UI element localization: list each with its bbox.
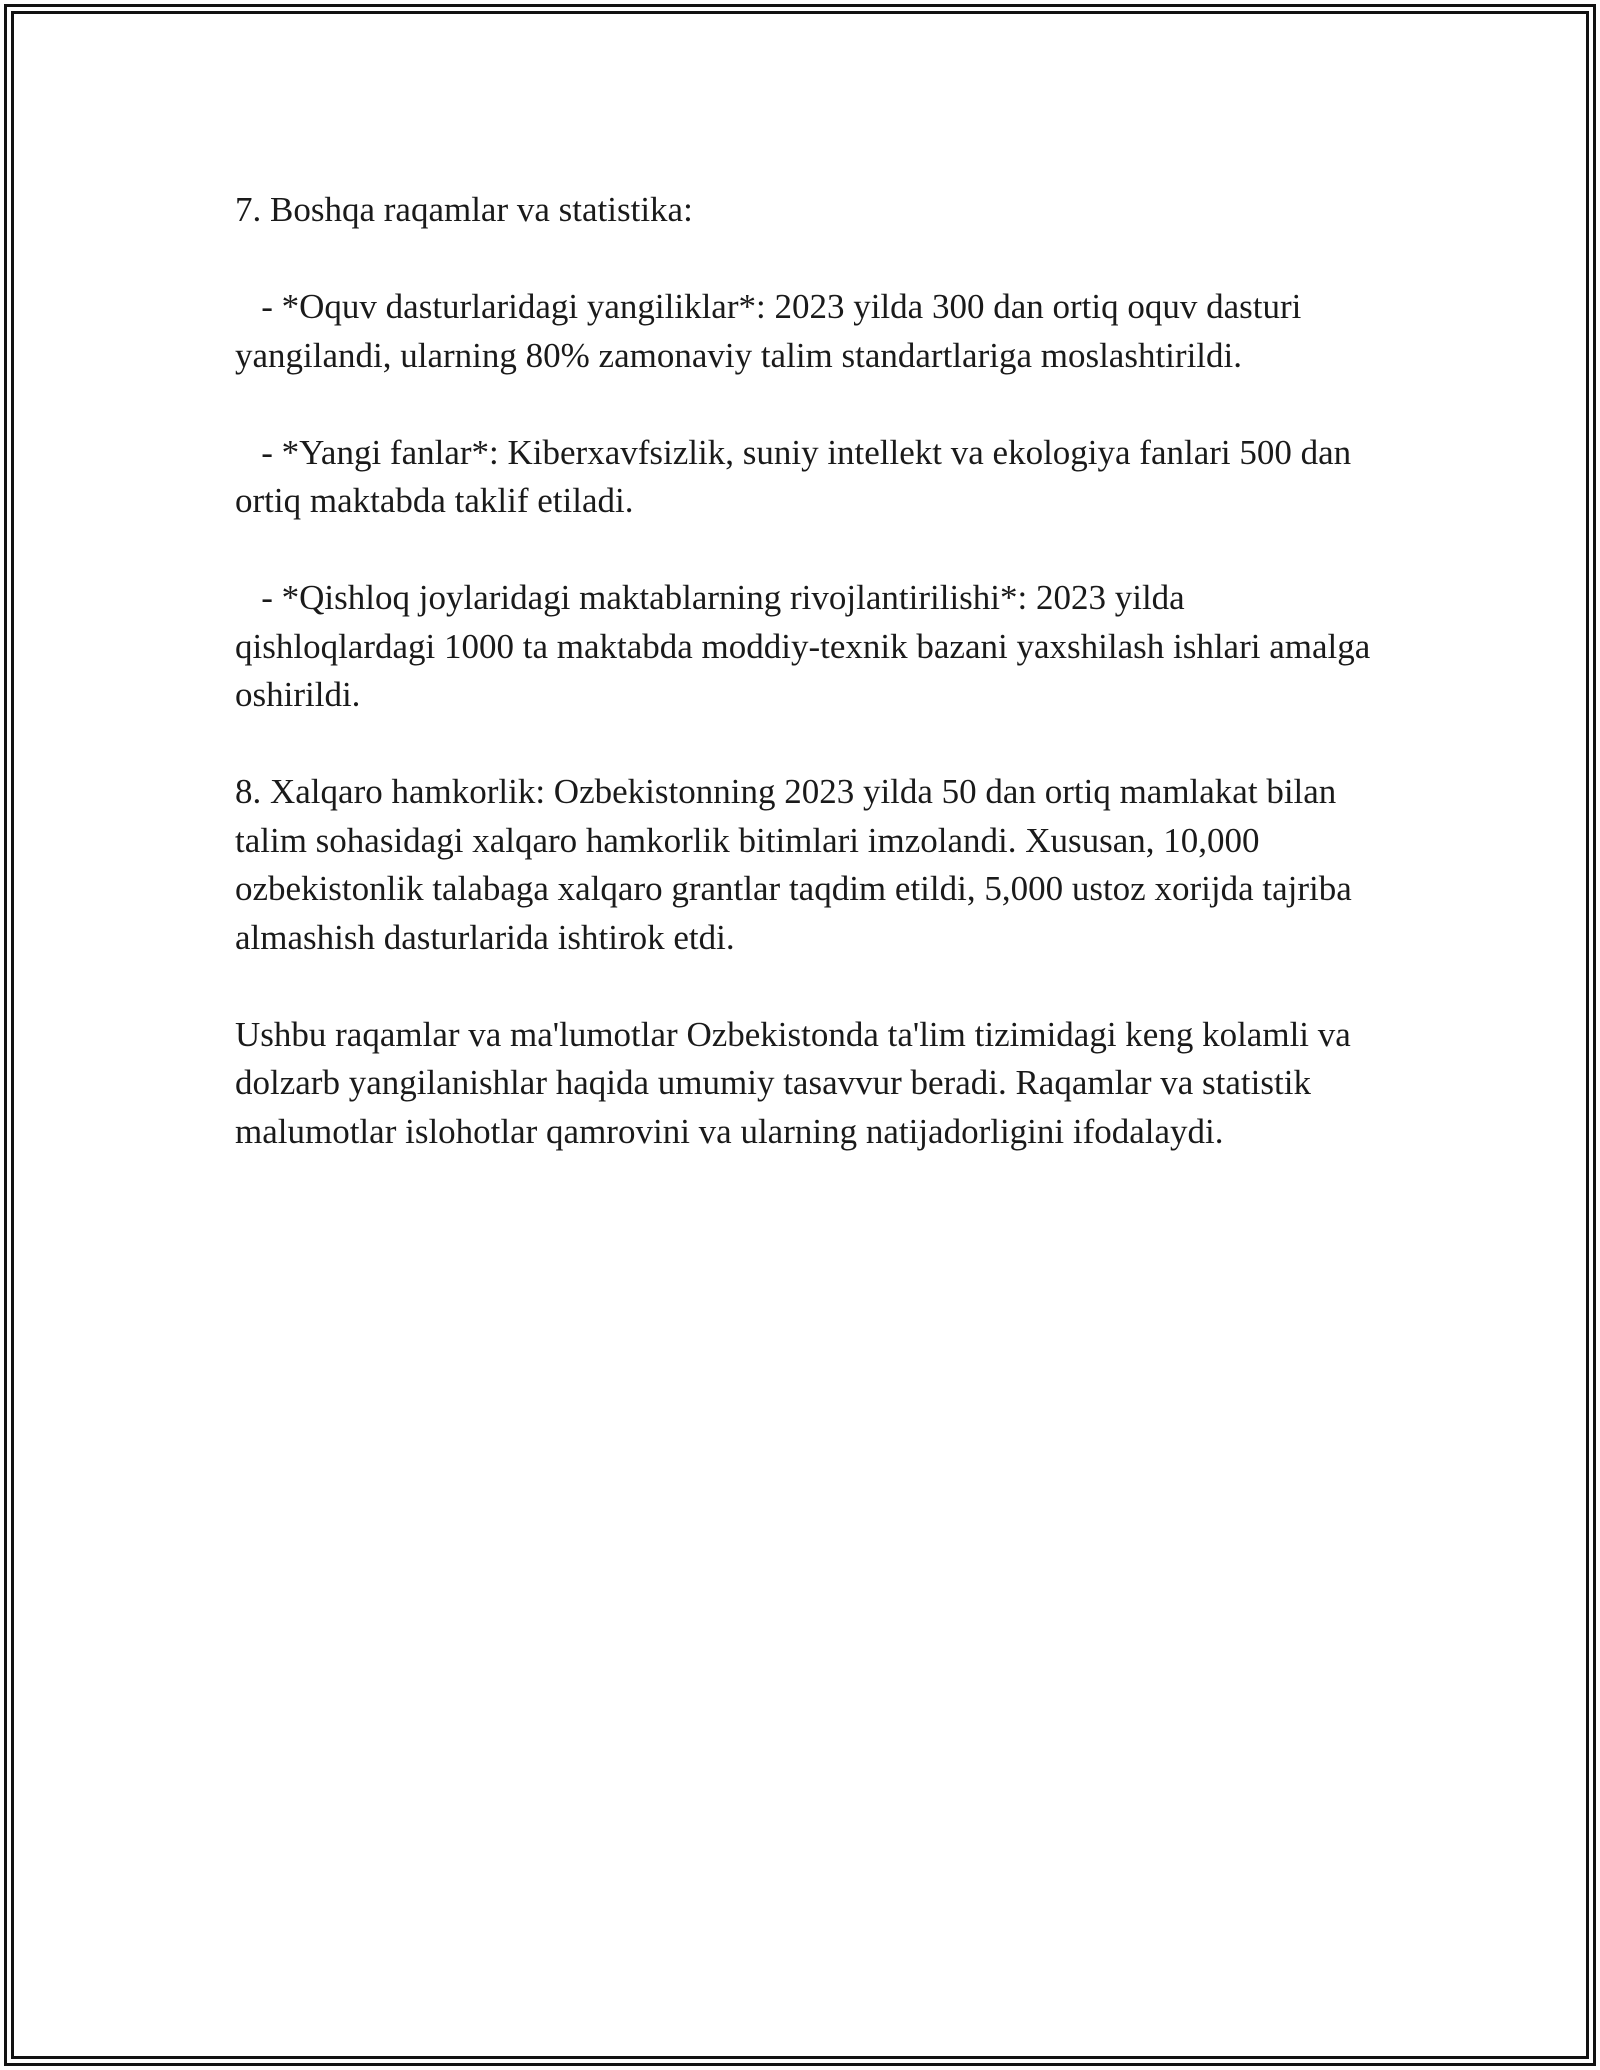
closing-paragraph: Ushbu raqamlar va ma'lumotlar Ozbekistonda ta'lim tizimidagi keng kolamli va dolzarb yangilanishlar haqida umumiy tasavvur beradi. Raqamlar va statistik malumotlar islohotlar qamrovini va ularning natijadorligini ifodalaydi. bbox=[235, 1014, 1360, 1151]
bullet-curriculum-updates: - *Oquv dasturlaridagi yangiliklar*: 2023 yilda 300 dan ortiq oquv dasturi yangilandi, ularning 80% zamonaviy talim standartlariga moslashtirildi. bbox=[235, 287, 1311, 375]
document-body bbox=[235, 186, 1385, 1205]
bullet-new-subjects: - *Yangi fanlar*: Kiberxavfsizlik, suniy intellekt va ekologiya fanlari 500 dan ortiq maktabda taklif etiladi. bbox=[235, 432, 1360, 520]
bullet-rural-schools: - *Qishloq joylaridagi maktablarning rivojlantirilishi*: 2023 yilda qishloqlardagi 1000 ta maktabda moddiy-texnik bazani yaxshilash ishlari amalga oshirildi. bbox=[235, 578, 1380, 714]
section-international-cooperation: 8. Xalqaro hamkorlik: Ozbekistonning 2023 yilda 50 dan ortiq mamlakat bilan talim sohasidagi xalqaro hamkorlik bitimlari imzolandi. Xususan, 10,000 ozbekistonlik talabaga xalqaro grantlar taqdim etildi, 5,000 ustoz xorijda tajriba almashish dasturlarida ishtirok etdi. bbox=[235, 772, 1361, 957]
section-heading-7: 7. Boshqa raqamlar va statistika: bbox=[235, 190, 693, 229]
